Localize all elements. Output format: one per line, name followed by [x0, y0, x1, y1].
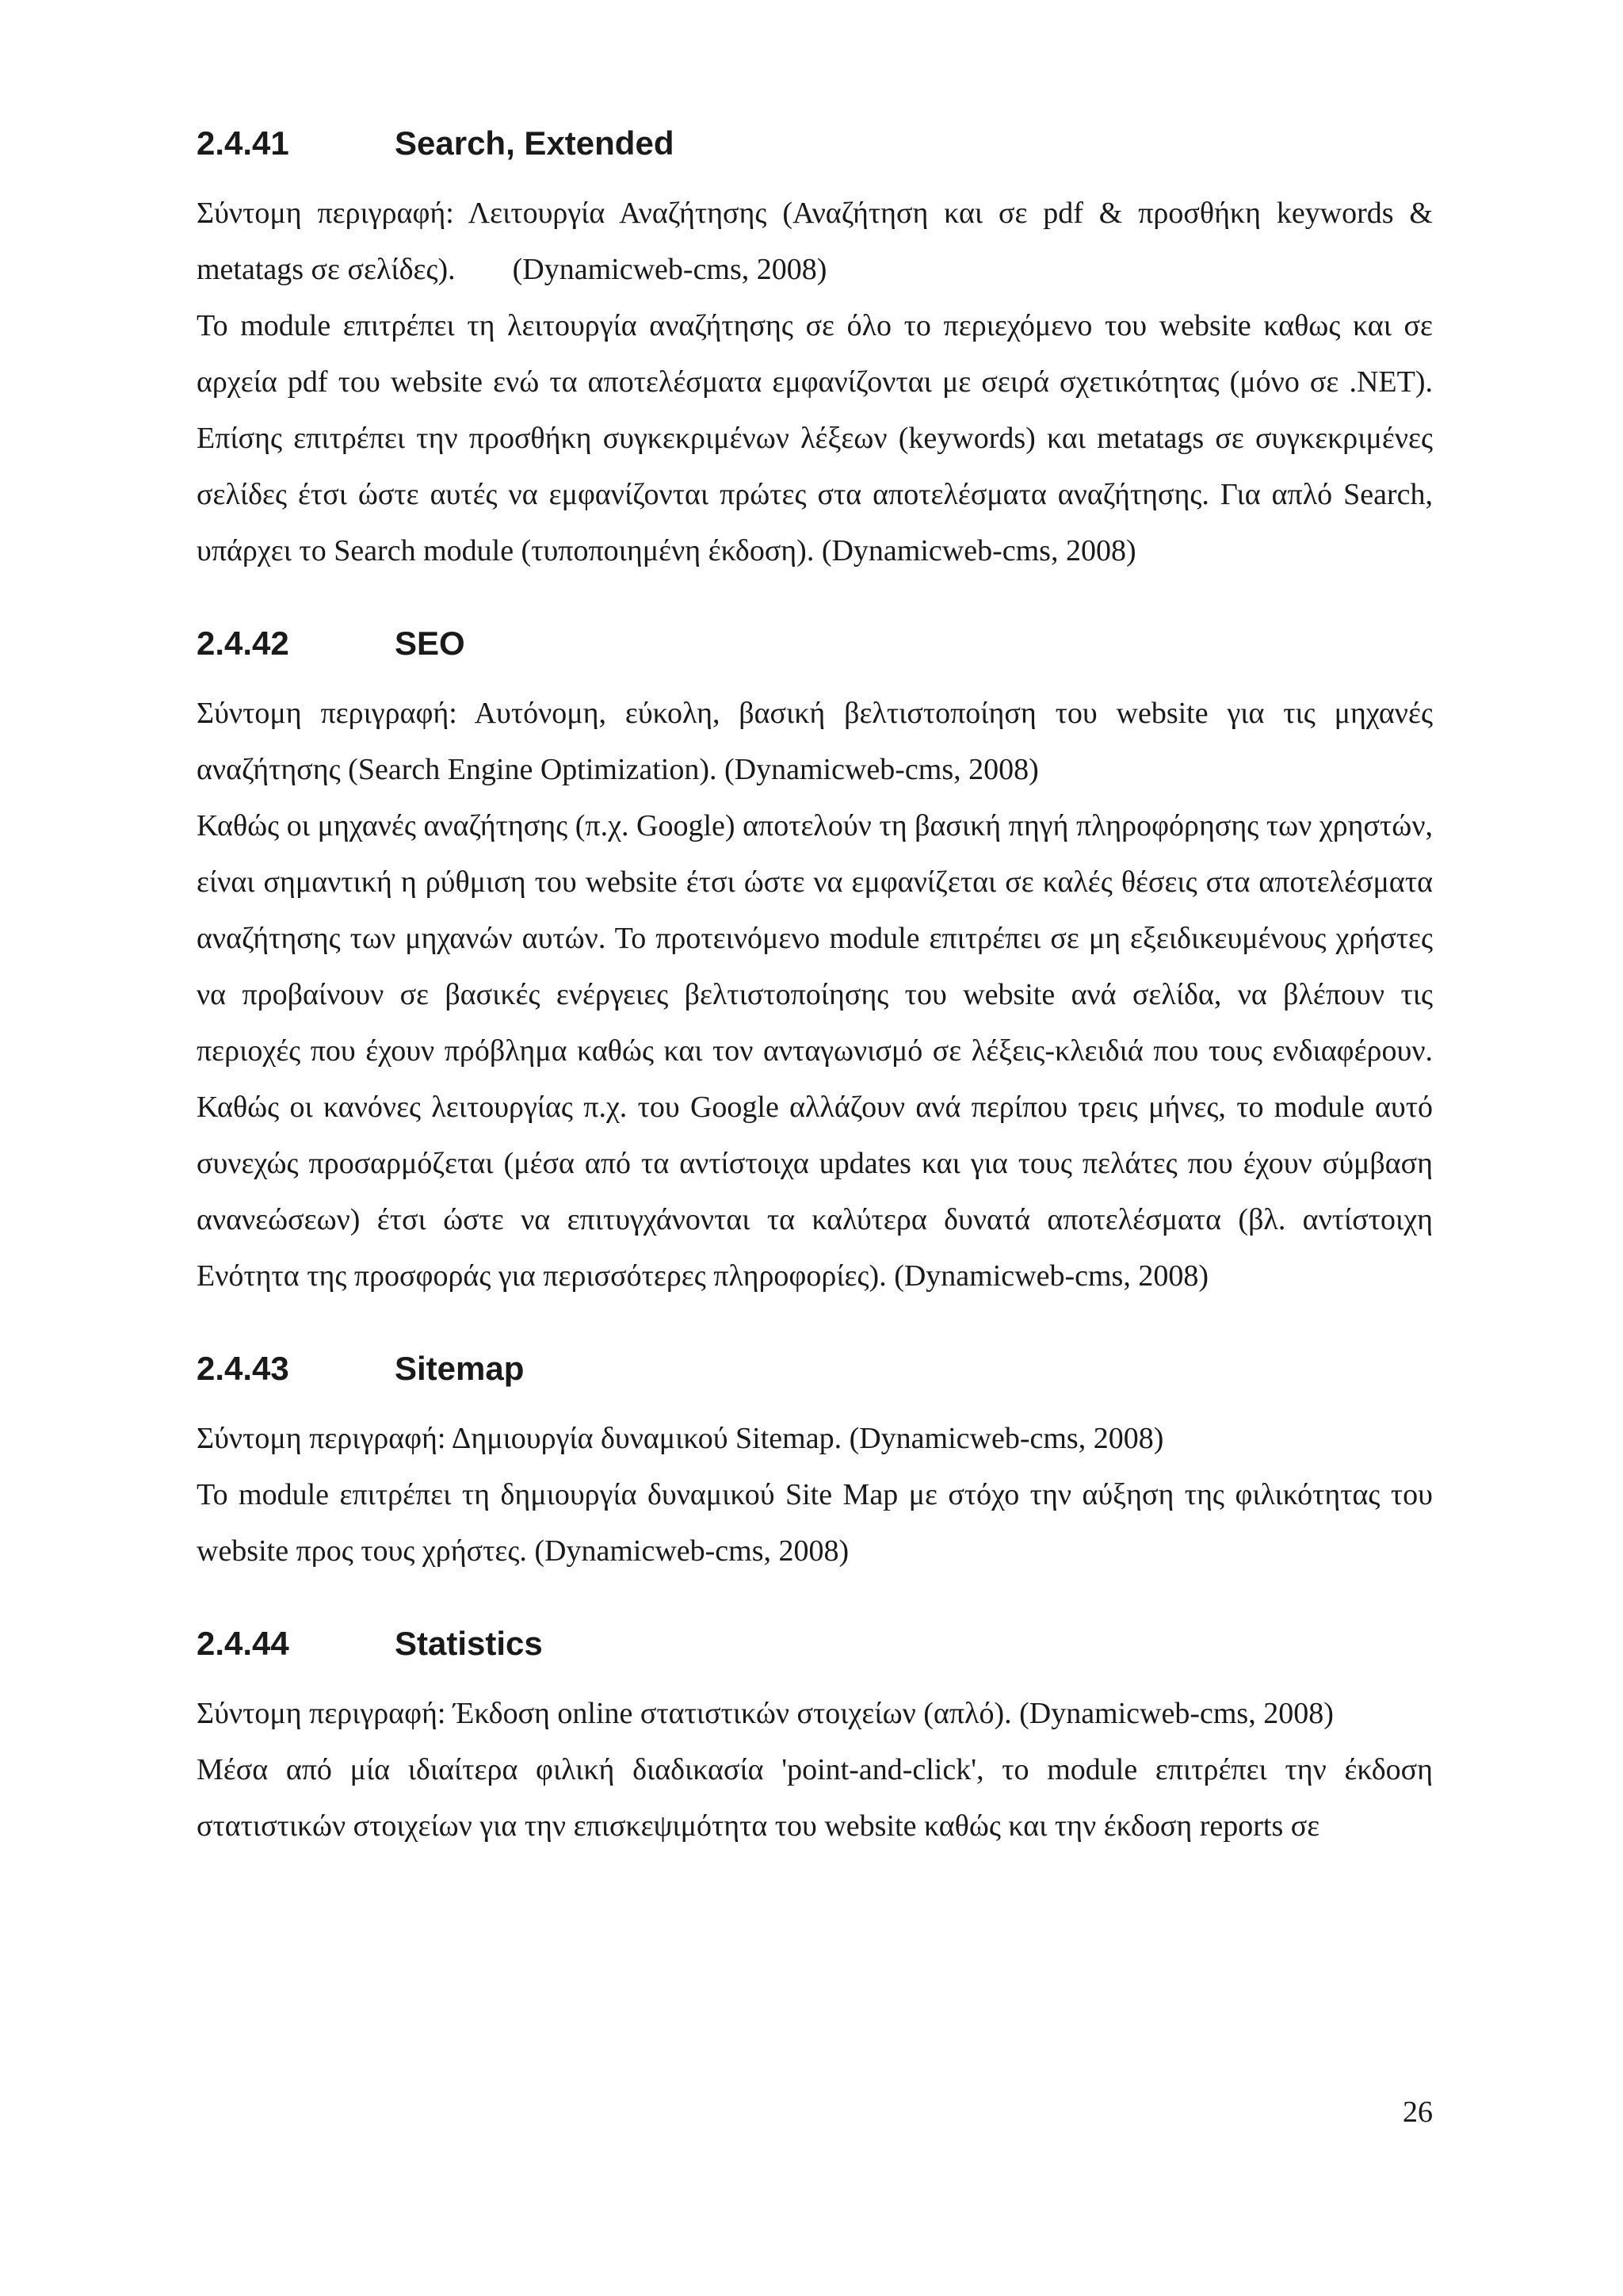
section-seo: [197, 619, 1433, 1305]
section-summary: Σύντομη περιγραφή: Δημιουργία δυναμικού Sitemap. (Dynamicweb-cms, 2008): [197, 1422, 1164, 1455]
section-number: 2.4.44: [197, 1625, 289, 1662]
page-content: [197, 119, 1433, 1894]
section-body: Μέσα από μία ιδιαίτερα φιλική διαδικασία 'point-and-click', το module επιτρέπει την έκδοση στατιστικών στοιχείων για την επισκεψιμότητα του website καθώς και την έκδοση reports σε: [197, 1753, 1433, 1843]
section-title: SEO: [395, 625, 465, 662]
section-heading: [197, 119, 1433, 168]
section-body: Το module επιτρέπει τη λειτουργία αναζήτησης σε όλο το περιεχόμενο του website καθως και σε αρχεία pdf του website ενώ τα αποτελέσματα εμφανίζονται με σειρά σχετικότητας (μόνο σε .NET). Επίσης επιτρέπει την προσθήκη συγκεκριμένων λέξεων (keywords) και metatags σε συγκεκριμένες σελίδες έτσι ώστε αυτές να εμφανίζονται πρώτες στα αποτελέσματα αναζήτησης. Για απλό Search, υπάρχει το Search module (τυποποιημένη έκδοση). (Dynamicweb-cms, 2008): [197, 309, 1433, 567]
section-summary: Σύντομη περιγραφή: Αυτόνομη, εύκολη, βασική βελτιστοποίηση του website για τις μηχανές αναζήτησης (Search Engine Optimization). (Dynamicweb-cms, 2008): [197, 697, 1433, 786]
section-body: Καθώς οι μηχανές αναζήτησης (π.χ. Google) αποτελούν τη βασική πηγή πληροφόρησης των χρηστών, είναι σημαντική η ρύθμιση του website έτσι ώστε να εμφανίζεται σε καλές θέσεις στα αποτελέσματα αναζήτησης των μηχανών αυτών. Το προτεινόμενο module επιτρέπει σε μη εξειδικευμένους χρήστες να προβαίνουν σε βασικές ενέργειες βελτιστοποίησης του website ανά σελίδα, να βλέπουν τις περιοχές που έχουν πρόβλημα καθώς και τον ανταγωνισμό σε λέξεις-κλειδιά που τους ενδιαφέρουν. Καθώς οι κανόνες λειτουργίας π.χ. του Google αλλάζουν ανά περίπου τρεις μήνες, το module αυτό συνεχώς προσαρμόζεται (μέσα από τα αντίστοιχα updates και για τους πελάτες που έχουν σύμβαση ανανεώσεων) έτσι ώστε να επιτυγχάνονται τα καλύτερα δυνατά αποτελέσματα (βλ. αντίστοιχη Ενότητα της προσφοράς για περισσότερες πληροφορίες). (Dynamicweb-cms, 2008): [197, 809, 1433, 1293]
section-heading: [197, 1344, 1433, 1393]
section-number: 2.4.42: [197, 625, 289, 662]
section-summary: Σύντομη περιγραφή: Έκδοση online στατιστικών στοιχείων (απλό). (Dynamicweb-cms, 2008): [197, 1697, 1334, 1730]
section-heading: [197, 1619, 1433, 1668]
section-title: Search, Extended: [395, 124, 674, 162]
section-title: Sitemap: [395, 1350, 525, 1387]
summary-citation: (Dynamicweb-cms, 2008): [512, 253, 827, 286]
section-sitemap: [197, 1344, 1433, 1580]
section-number: 2.4.41: [197, 124, 289, 162]
section-heading: [197, 619, 1433, 668]
summary-text: Σύντομη περιγραφή: Λειτουργία Αναζήτησης (Αναζήτηση και σε pdf & προσθήκη keywords & metatags σε σελίδες).: [197, 197, 1433, 286]
section-title: Statistics: [395, 1625, 543, 1662]
section-statistics: [197, 1619, 1433, 1855]
section-search-extended: [197, 119, 1433, 579]
section-body: Το module επιτρέπει τη δημιουργία δυναμικού Site Map με στόχο την αύξηση της φιλικότητας του website προς τους χρήστες. (Dynamicweb-cms, 2008): [197, 1478, 1433, 1568]
section-summary: [197, 185, 1433, 298]
section-number: 2.4.43: [197, 1350, 289, 1387]
page-number: 26: [1403, 2095, 1433, 2129]
